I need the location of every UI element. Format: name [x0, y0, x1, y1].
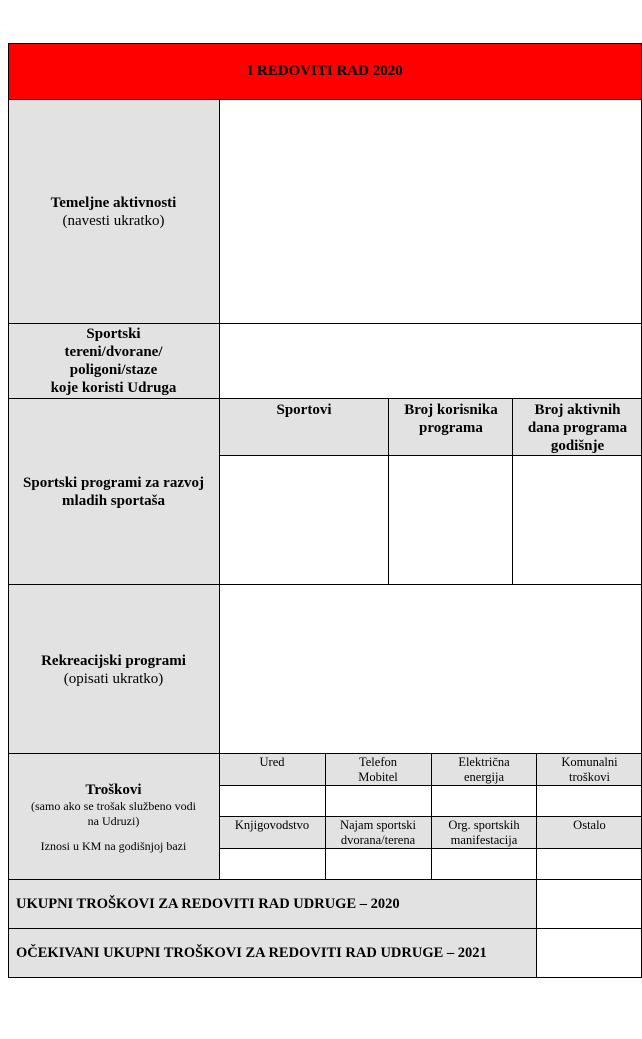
elektricna-input[interactable] — [431, 785, 537, 817]
grid-line — [8, 43, 642, 44]
tereni-input[interactable] — [219, 323, 642, 399]
grid-line — [388, 398, 389, 585]
programi-label — [8, 399, 219, 585]
tereni-line-1: Sportski — [86, 326, 141, 342]
temeljne-title: Temeljne aktivnosti — [50, 194, 177, 211]
cost-label-org: Org. sportskih manifestacija — [448, 818, 520, 847]
grid-line — [219, 455, 642, 456]
cost-label-ured: Ured — [259, 755, 285, 769]
telefon-input[interactable] — [325, 785, 431, 817]
komunalni-input[interactable] — [537, 785, 642, 817]
grid-line — [8, 323, 642, 324]
tereni-line-3: poligoni/staze — [69, 362, 158, 378]
troskovi-note-line-1: (samo ako se trošak službeno vodi — [31, 798, 196, 813]
cost-label-telefon: Telefon Mobitel — [358, 755, 398, 784]
column-header-broj-dana: Broj aktivnih dana programa godišnje — [527, 402, 628, 454]
tereni-line-2: tereni/dvorane/ — [64, 344, 163, 360]
temeljne-label — [8, 100, 219, 323]
cost-label-komunalni: Komunalni troškovi — [561, 755, 618, 784]
grid-line — [8, 584, 642, 585]
header-title: I REDOVITI RAD 2020 — [247, 63, 403, 79]
grid-line — [512, 398, 513, 585]
ocekivani-2021-label: OČEKIVANI UKUPNI TROŠKOVI ZA REDOVITI RAD UDRUGE – 2021 — [16, 945, 487, 961]
section-header — [8, 43, 642, 100]
knjigovodstvo-input[interactable] — [219, 848, 325, 880]
cost-label-ostalo: Ostalo — [573, 818, 606, 832]
troskovi-label — [8, 754, 219, 880]
grid-line — [8, 928, 642, 929]
ocekivani-2021-input[interactable] — [536, 929, 642, 978]
grid-line — [325, 753, 326, 880]
programi-title-line-1: Sportski programi za razvoj — [23, 475, 204, 491]
rekreacija-input[interactable] — [219, 585, 642, 754]
rekreacija-label — [8, 585, 219, 754]
broj-dana-input[interactable] — [513, 455, 642, 585]
grid-line — [8, 977, 642, 978]
temeljne-input[interactable] — [219, 100, 642, 323]
ukupni-2020-input[interactable] — [536, 880, 642, 929]
grid-line — [8, 398, 642, 399]
troskovi-note-line-2: na Udruzi) — [87, 813, 140, 828]
column-header-broj-korisnika: Broj korisnika programa — [404, 402, 498, 436]
troskovi-title: Troškovi — [85, 781, 142, 798]
ostalo-input[interactable] — [537, 848, 642, 880]
tereni-line-4: koje koristi Udruga — [50, 380, 177, 396]
najam-input[interactable] — [325, 848, 431, 880]
grid-line — [536, 753, 537, 978]
column-header-sportovi: Sportovi — [276, 402, 332, 418]
grid-line — [219, 99, 220, 880]
sportovi-input[interactable] — [219, 455, 389, 585]
tereni-label — [8, 323, 219, 399]
grid-line — [431, 753, 432, 880]
temeljne-subtitle: (navesti ukratko) — [62, 212, 165, 229]
rekreacija-subtitle: (opisati ukratko) — [63, 670, 164, 687]
grid-line — [8, 99, 642, 100]
programi-title-line-2: mladih sportaša — [62, 493, 165, 509]
cost-label-knjigovodstvo: Knjigovodstvo — [234, 818, 310, 832]
ured-input[interactable] — [219, 785, 325, 817]
ukupni-2020-label: UKUPNI TROŠKOVI ZA REDOVITI RAD UDRUGE – 2020 — [16, 896, 400, 912]
broj-korisnika-input[interactable] — [389, 455, 513, 585]
grid-line — [8, 43, 9, 978]
cost-label-elektricna: Električna energija — [458, 755, 510, 784]
rekreacija-title: Rekreacijski programi — [41, 652, 186, 669]
cost-label-najam: Najam sportski dvorana/terena — [339, 818, 417, 847]
troskovi-amount-note: Iznosi u KM na godišnjoj bazi — [40, 838, 187, 853]
org-input[interactable] — [431, 848, 537, 880]
